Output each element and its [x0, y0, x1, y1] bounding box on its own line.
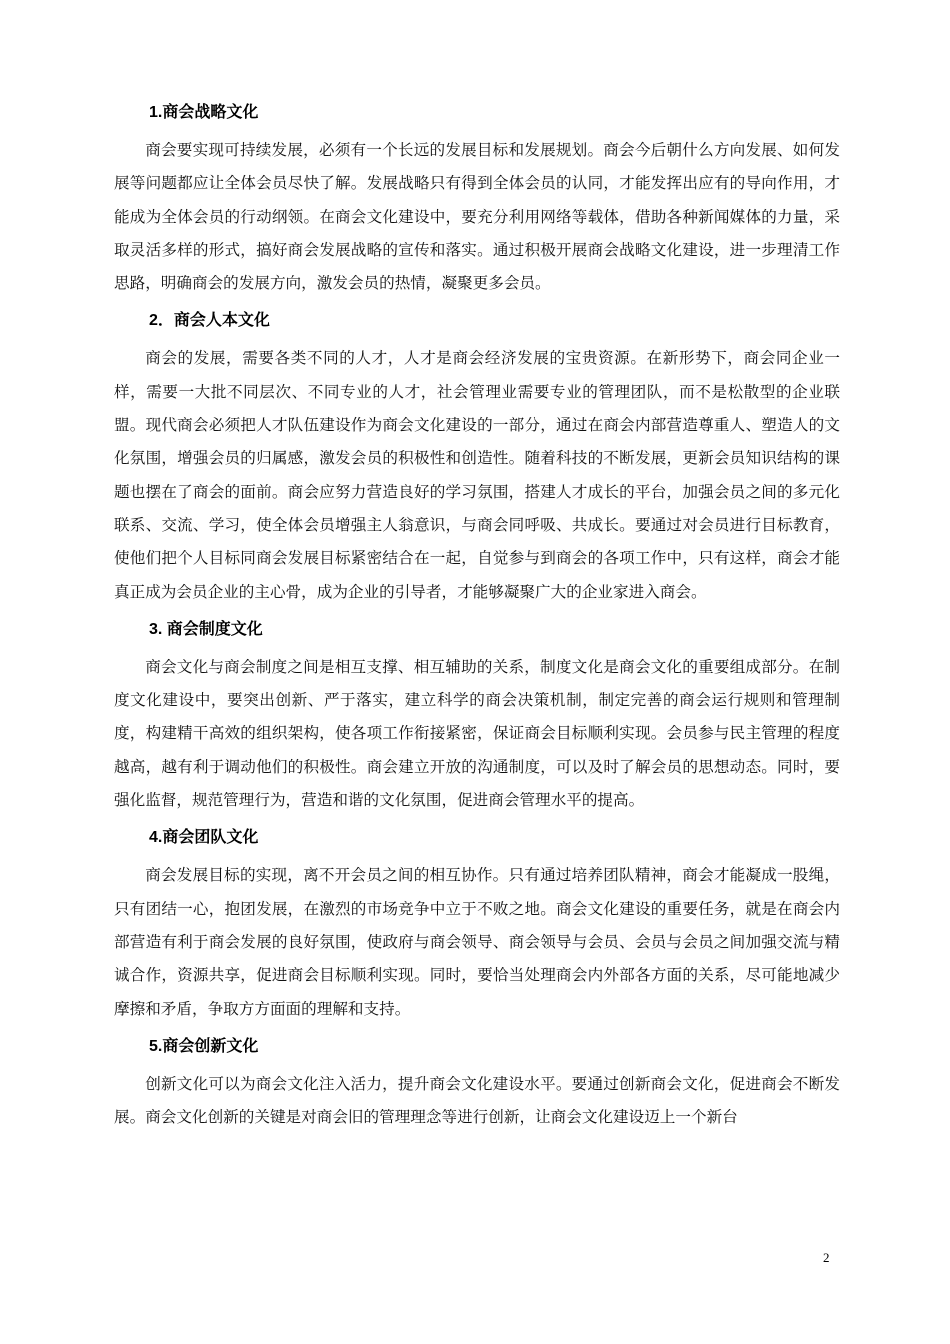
section-heading: 3. 商会制度文化: [149, 620, 263, 638]
page-content: [114, 96, 840, 1138]
page-number: 2: [823, 1250, 830, 1265]
section-paragraph: 商会发展目标的实现，离不开会员之间的相互协作。只有通过培养团队精神，商会才能凝成一股绳，只有团结一心，抱团发展，在激烈的市场竞争中立于不败之地。商会文化建设的重要任务，就是在商会内部营造有利于商会发展的良好氛围，使政府与商会领导、商会领导与会员、会员与会员之间加强交流与精诚合作，资源共享，促进商会目标顺利实现。同时，要恰当处理商会内外部各方面的关系，尽可能地减少摩擦和矛盾，争取方方面面的理解和支持。: [114, 866, 840, 1018]
section-paragraph: 商会文化与商会制度之间是相互支撑、相互辅助的关系，制度文化是商会文化的重要组成部分。在制度文化建设中，要突出创新、严于落实，建立科学的商会决策机制，制定完善的商会运行规则和管理制度，构建精干高效的组织架构，使各项工作衔接紧密，保证商会目标顺利实现。会员参与民主管理的程度越高，越有利于调动他们的积极性。商会建立开放的沟通制度，可以及时了解会员的思想动态。同时，要强化监督，规范管理行为，营造和谐的文化氛围，促进商会管理水平的提高。: [114, 657, 840, 810]
section-heading: 1.商会战略文化: [149, 104, 259, 121]
section-heading: 2．商会人本文化: [149, 312, 270, 330]
section-paragraph: 商会要实现可持续发展，必须有一个长远的发展目标和发展规划。商会今后朝什么方向发展、如何发展等问题都应让全体会员尽快了解。发展战略只有得到全体会员的认同，才能发挥出应有的导向作用，才能成为全体会员的行动纲领。在商会文化建设中，要充分利用网络等载体，借助各种新闻媒体的力量，采取灵活多样的形式，搞好商会发展战略的宣传和落实。通过积极开展商会战略文化建设，进一步理清工作思路，明确商会的发展方向，激发会员的热情，凝聚更多会员。: [114, 141, 840, 293]
section-heading: 5.商会创新文化: [149, 1037, 259, 1055]
section-paragraph: 创新文化可以为商会文化注入活力，提升商会文化建设水平。要通过创新商会文化，促进商会不断发展。商会文化创新的关键是对商会旧的管理理念等进行创新，让商会文化建设迈上一个新台: [114, 1074, 840, 1127]
section-paragraph: 商会的发展，需要各类不同的人才，人才是商会经济发展的宝贵资源。在新形势下，商会同企业一样，需要一大批不同层次、不同专业的人才，社会管理业需要专业的管理团队，而不是松散型的企业联盟。现代商会必须把人才队伍建设作为商会文化建设的一部分，通过在商会内部营造尊重人、塑造人的文化氛围，增强会员的归属感，激发会员的积极性和创造性。随着科技的不断发展，更新会员知识结构的课题也摆在了商会的面前。商会应努力营造良好的学习氛围，搭建人才成长的平台，加强会员之间的多元化联系、交流、学习，使全体会员增强主人翁意识，与商会同呼吸、共成长。要通过对会员进行目标教育，使他们把个人目标同商会发展目标紧密结合在一起，自觉参与到商会的各项工作中，只有这样，商会才能真正成为会员企业的主心骨，成为企业的引导者，才能够凝聚广大的企业家进入商会。: [114, 349, 840, 601]
section-heading: 4.商会团队文化: [149, 829, 259, 847]
